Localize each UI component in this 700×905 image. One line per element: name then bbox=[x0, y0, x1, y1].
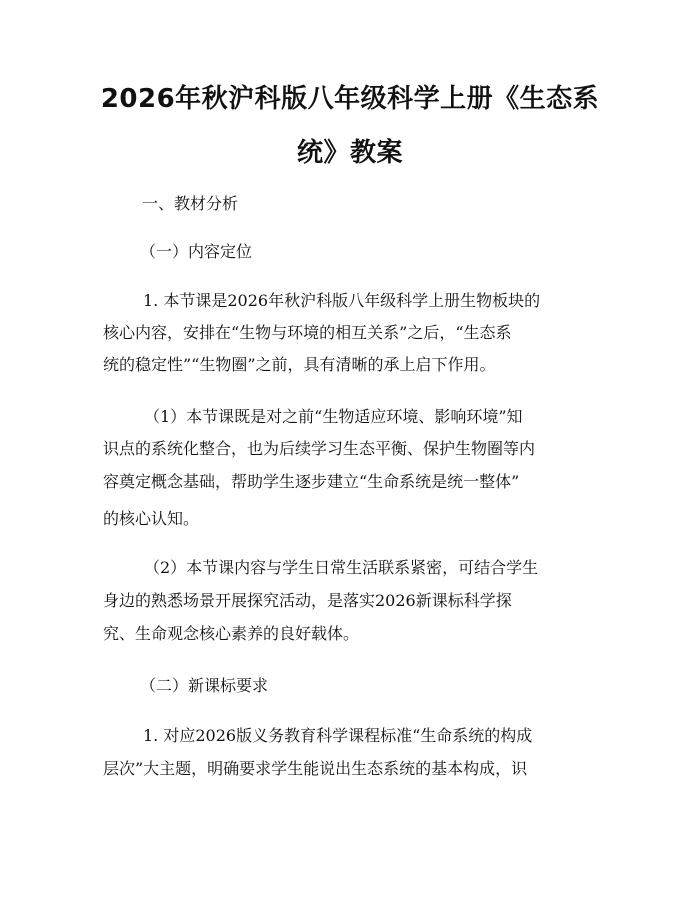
paragraph-line: 容奠定概念基础，帮助学生逐步建立“生命系统是统一整体” bbox=[103, 472, 520, 491]
section-heading: 一、教材分析 bbox=[142, 194, 239, 213]
subsection-heading: （一）内容定位 bbox=[140, 242, 253, 261]
paragraph-line: 究、生命观念核心素养的良好载体。 bbox=[103, 624, 360, 643]
paragraph-line: （1）本节课既是对之前“生物适应环境、影响环境”知 bbox=[144, 407, 523, 426]
paragraph-line: 层次”大主题，明确要求学生能说出生态系统的基本构成，识 bbox=[103, 759, 528, 778]
paragraph-line: 1. 对应2026版义务教育科学课程标准“生命系统的构成 bbox=[143, 726, 533, 745]
paragraph-line: 统的稳定性”“生物圈”之前，具有清晰的承上启下作用。 bbox=[103, 355, 496, 374]
paragraph-line: 的核心认知。 bbox=[103, 509, 200, 528]
paragraph-line: 1. 本节课是2026年秋沪科版八年级科学上册生物板块的 bbox=[143, 291, 541, 310]
document-title: 2026年秋沪科版八年级科学上册《生态系统》教案 bbox=[100, 84, 600, 168]
paragraph-line: （2）本节课内容与学生日常生活联系紧密，可结合学生 bbox=[144, 558, 539, 577]
subsection-heading: （二）新课标要求 bbox=[140, 676, 269, 695]
paragraph-line: 识点的系统化整合，也为后续学习生态平衡、保护生物圈等内 bbox=[103, 439, 536, 458]
paragraph-line: 核心内容，安排在“生物与环境的相互关系”之后，“生态系 bbox=[103, 323, 512, 342]
paragraph-line: 身边的熟悉场景开展探究活动，是落实2026新课标科学探 bbox=[103, 591, 512, 610]
